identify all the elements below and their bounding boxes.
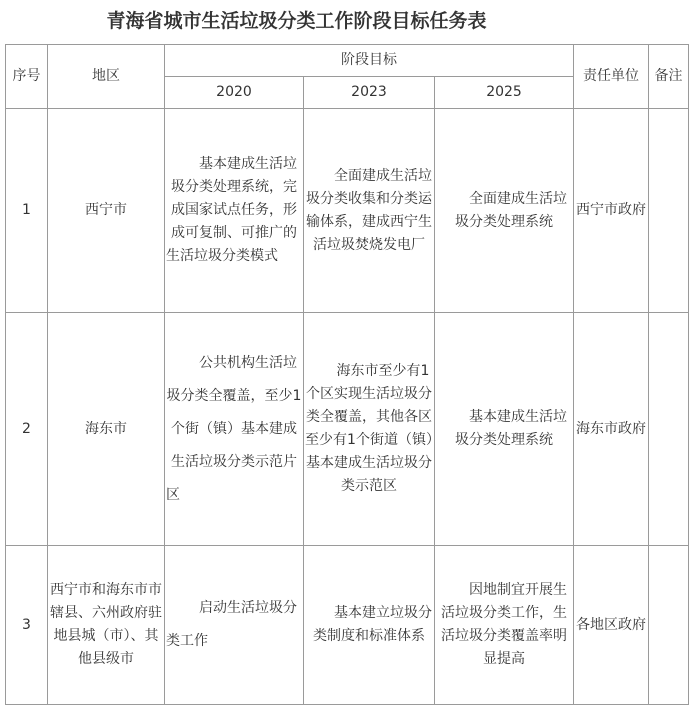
header-row-top — [6, 45, 689, 77]
row-goal-2023: 基本建立垃圾分类制度和标准体系 — [304, 546, 435, 705]
row-goal-2025: 因地制宜开展生活垃圾分类工作，生活垃圾分类覆盖率明显提高 — [435, 546, 574, 705]
row-region: 西宁市和海东市市辖县、六州政府驻地县城（市）、其他县级市 — [48, 546, 165, 705]
header-goals: 阶段目标 — [165, 45, 574, 77]
page-title: 青海省城市生活垃圾分类工作阶段目标任务表 — [106, 10, 487, 32]
row-region: 西宁市 — [48, 109, 165, 313]
row-goal-2023: 全面建成生活垃圾分类收集和分类运输体系，建成西宁生活垃圾焚烧发电厂 — [304, 109, 435, 313]
row-goal-2020: 基本建成生活垃圾分类处理系统，完成国家试点任务，形成可复制、可推广的生活垃圾分类模式 — [165, 109, 304, 313]
header-year-2025: 2025 — [435, 77, 574, 109]
row-remarks — [649, 313, 689, 546]
row-remarks — [649, 546, 689, 705]
header-index: 序号 — [6, 45, 48, 109]
row-responsible: 西宁市政府 — [574, 109, 649, 313]
row-index: 1 — [6, 109, 48, 313]
row-responsible: 各地区政府 — [574, 546, 649, 705]
row-goal-2025: 全面建成生活垃圾分类处理系统 — [435, 109, 574, 313]
row-responsible: 海东市政府 — [574, 313, 649, 546]
row-goal-2025: 基本建成生活垃圾分类处理系统 — [435, 313, 574, 546]
goals-table — [5, 44, 689, 705]
table-row — [6, 109, 689, 313]
table-row — [6, 313, 689, 546]
row-region: 海东市 — [48, 313, 165, 546]
header-region: 地区 — [48, 45, 165, 109]
table-row — [6, 546, 689, 705]
row-index: 2 — [6, 313, 48, 546]
row-goal-2020: 启动生活垃圾分类工作 — [165, 546, 304, 705]
row-remarks — [649, 109, 689, 313]
row-goal-2020: 公共机构生活垃圾分类全覆盖，至少1个街（镇）基本建成生活垃圾分类示范片区 — [165, 313, 304, 546]
row-index: 3 — [6, 546, 48, 705]
header-year-2020: 2020 — [165, 77, 304, 109]
header-remarks: 备注 — [649, 45, 689, 109]
header-year-2023: 2023 — [304, 77, 435, 109]
row-goal-2023: 海东市至少有1个区实现生活垃圾分类全覆盖，其他各区至少有1个街道（镇）基本建成生活垃圾分类示范区 — [304, 313, 435, 546]
header-responsible: 责任单位 — [574, 45, 649, 109]
